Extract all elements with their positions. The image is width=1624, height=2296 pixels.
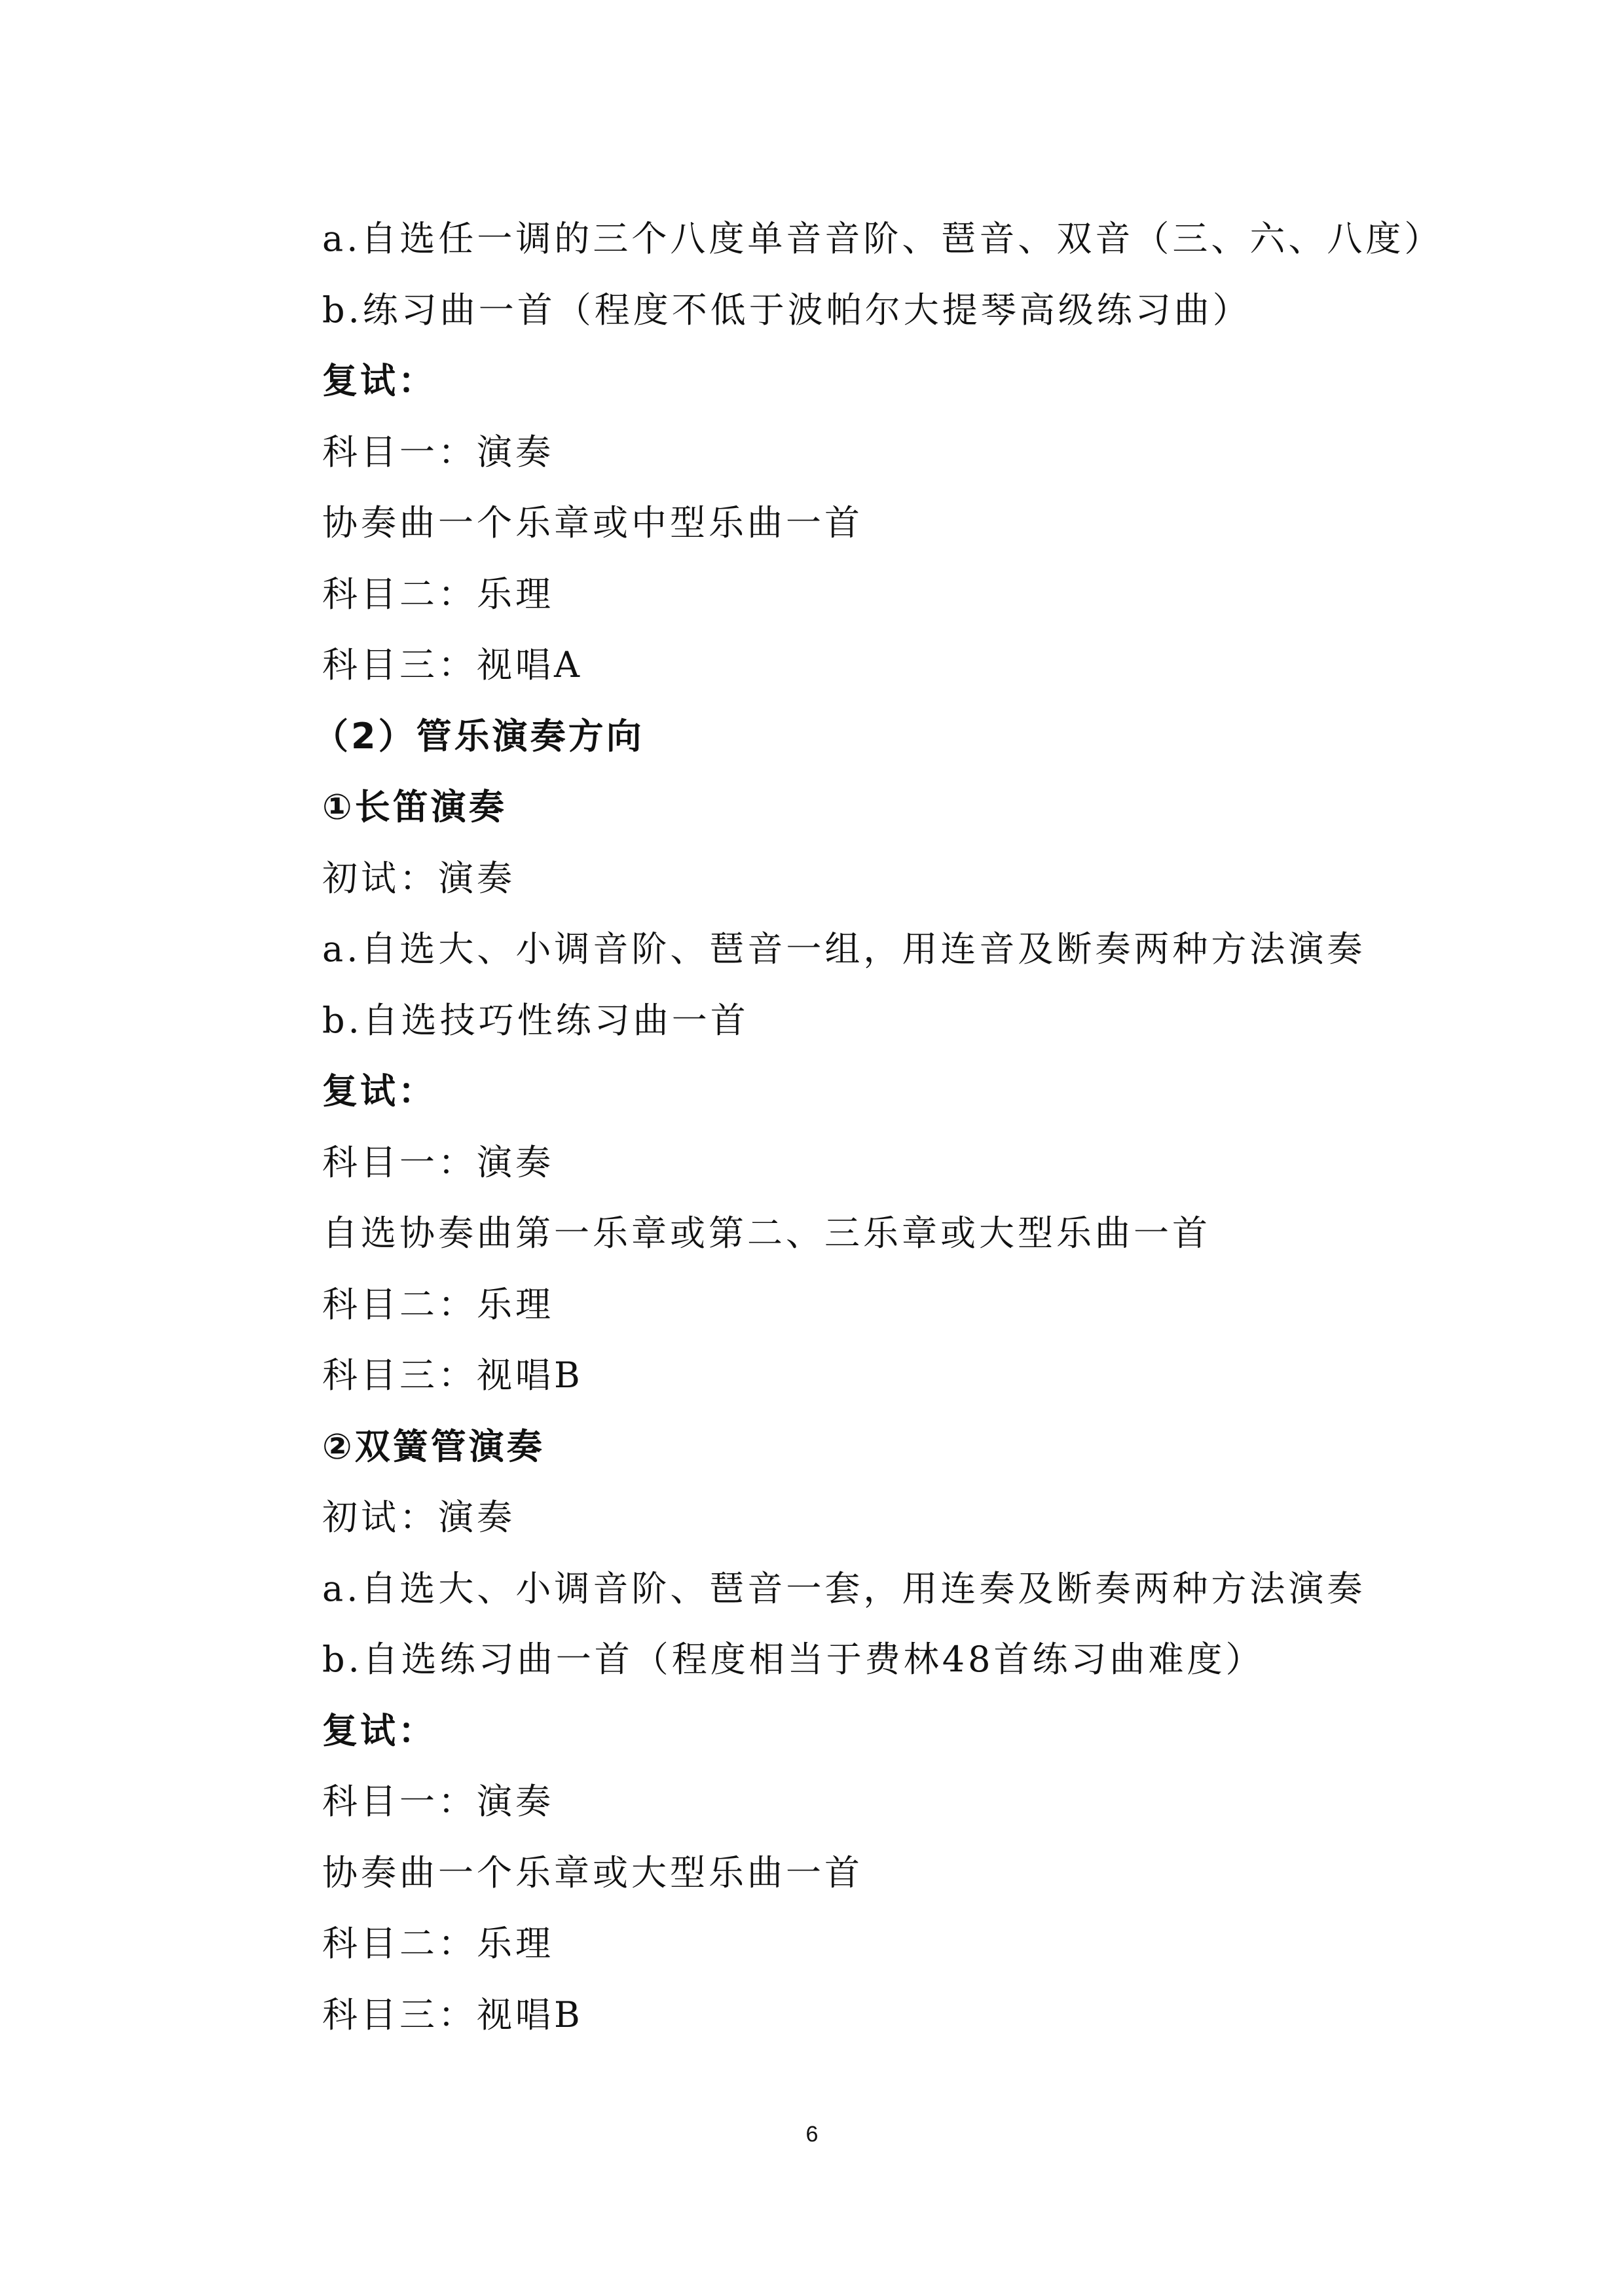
text-line: 科目二：乐理 [322, 574, 554, 615]
text-line: a.自选大、小调音阶、琶音一套，用连奏及断奏两种方法演奏 [322, 1568, 1366, 1609]
section-heading: ①长笛演奏 [322, 786, 507, 828]
text-line: b.自选技巧性练习曲一首 [322, 1000, 749, 1041]
text-line: 科目一：演奏 [322, 1142, 554, 1183]
text-line: 协奏曲一个乐章或大型乐曲一首 [322, 1852, 863, 1893]
text-line: 科目一：演奏 [322, 431, 554, 473]
text-line: b.自选练习曲一首（程度相当于费林48首练习曲难度） [322, 1639, 1264, 1680]
section-heading: 复试： [322, 1070, 436, 1112]
text-line: 科目二：乐理 [322, 1284, 554, 1325]
text-line: 科目二：乐理 [322, 1923, 554, 1964]
text-line: a.自选大、小调音阶、琶音一组，用连音及断奏两种方法演奏 [322, 928, 1366, 970]
section-heading: （2）管乐演奏方向 [313, 716, 644, 757]
text-line: 自选协奏曲第一乐章或第二、三乐章或大型乐曲一首 [322, 1212, 1211, 1254]
section-heading: 复试： [322, 360, 436, 401]
text-line: 科目三：视唱A [322, 644, 583, 685]
text-line: 科目一：演奏 [322, 1781, 554, 1822]
section-heading: 复试： [322, 1710, 436, 1751]
text-line: 初试：演奏 [322, 1497, 515, 1538]
text-line: 科目三：视唱B [322, 1994, 583, 2035]
text-line: 初试：演奏 [322, 858, 515, 899]
section-heading: ②双簧管演奏 [322, 1426, 545, 1467]
text-line: 协奏曲一个乐章或中型乐曲一首 [322, 502, 863, 543]
text-line: b.练习曲一首（程度不低于波帕尔大提琴高级练习曲） [322, 289, 1251, 331]
text-line: a.自选任一调的三个八度单音音阶、琶音、双音（三、六、八度） [322, 218, 1443, 259]
text-line: 科目三：视唱B [322, 1355, 583, 1396]
page-number: 6 [805, 2122, 819, 2147]
